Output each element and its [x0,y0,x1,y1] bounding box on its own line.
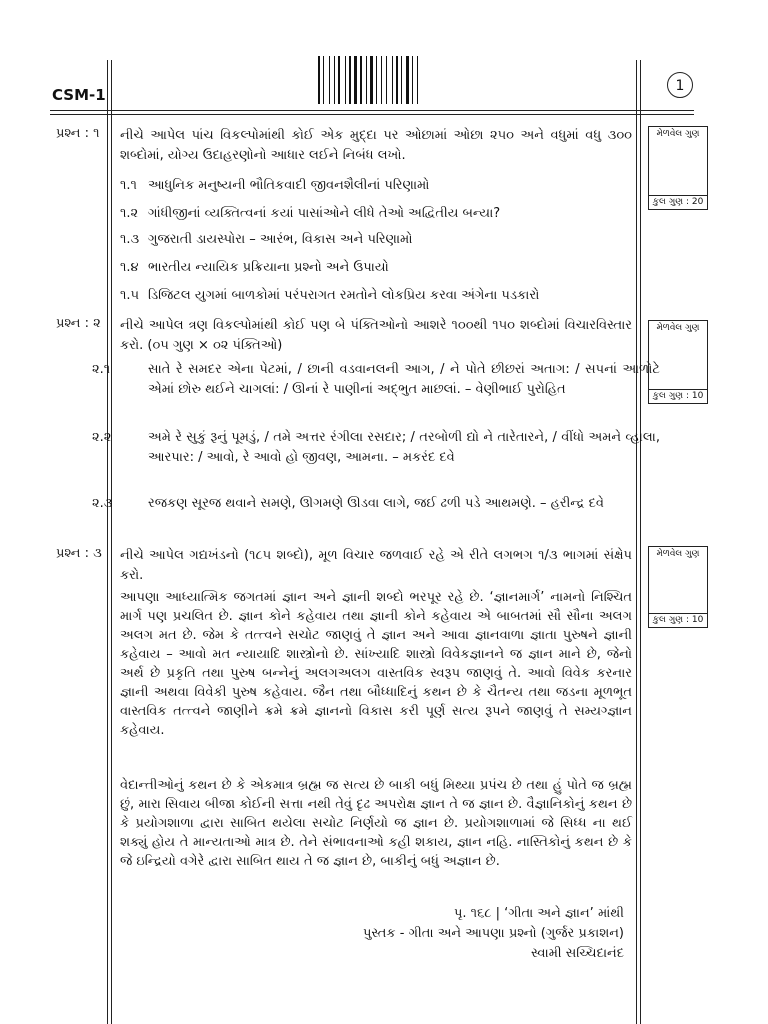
option-number: ૨.૩ [92,496,113,511]
barcode-bar [386,56,387,104]
question-1-label: પ્રશ્ન : ૧ [56,126,100,141]
barcode-bar [329,56,330,104]
barcode-bar [370,56,373,104]
option-number: ૧.૧ [120,178,137,193]
passage-paragraph-2: વેદાન્તીઓનું કથન છે કે એકમાત્ર બ્રહ્મ જ સત્ય છે બાકી બધું મિથ્યા પ્રપંચ છે તથા હું પોતે જ બ્રહ્મ છું, મારા સિવાય બીજા કોઈની સત્તા નથી તેવું દૃઢ અપરોક્ષ જ્ઞાન તે જ જ્ઞાન છે. વૈજ્ઞાનિકોનું કથન છે કે પ્રયોગશાળા દ્વારા સાબિત થયેલા સચોટ નિર્ણયો જ જ્ઞાન છે. પ્રયોગશાળામાં જે સિધ્ધ ના થઈ શક્યું હોય તે માન્યતાઓ માત્ર છે. તેને સંભાવનાઓ કહી શકાય, જ્ઞાન નહિ. નાસ્તિકોનું કથન છે કે જે ઇન્દ્રિયો વગેરે દ્વારા સાબિત થાય તે જ જ્ઞાન છે, બાકીનું બધું અજ્ઞાન છે. [120,778,632,869]
barcode-bar [323,56,324,104]
option-text: ગાંધીજીનાં વ્યક્તિત્વનાં કયાં પાસાંઓને લીધે તેઓ અદ્વિતીય બન્યા? [148,206,501,221]
barcode-bar [392,56,393,104]
barcode-bar [318,56,320,104]
marks-obtained-label: મેળવેલ ગુણ [656,323,700,333]
marks-obtained-label: મેળવેલ ગુણ [656,549,700,559]
header-rule-1 [50,110,694,111]
barcode-bar [381,56,382,104]
option-number: ૧.૩ [120,232,140,247]
barcode-bar [401,56,402,104]
option-number: ૨.૨ [92,430,112,445]
question-3-marks-box [648,546,708,628]
option-text: આધુનિક મનુષ્યની ભૌતિકવાદી જીવનશૈલીનાં પરિણામો [148,178,430,193]
question-2-option [92,360,660,400]
barcode-bar [338,56,340,104]
barcode-bar [349,56,351,104]
question-2-marks-box [648,320,708,404]
page-number: 1 [667,72,693,98]
option-text: સાતે રે સમદર એના પેટમાં, / છાની વડવાનલની આગ, / ને પોતે છીછરાં અતાગ: / સપનાં આળોટે એમાં છોરુ થઈને ચાગલાં: / ઊનાં રે પાણીનાં અદ્ભુત માછલાં. – વેણીભાઈ પુરોહિત [148,362,660,397]
question-1-option [120,258,632,278]
option-number: ૧.૫ [120,288,140,303]
option-text: રજકણ સૂરજ થવાને સમણે, ઊગમણે ઊડવા લાગે, જઈ ઢળી પડે આથમણે. – હરીન્દ્ર દવે [148,496,604,511]
barcode-bar [396,56,398,104]
barcode-bar [334,56,335,104]
option-text: ગુજરાતી ડાયસ્પોરા – આરંભ, વિકાસ અને પરિણામો [148,232,413,247]
barcode-bar [354,56,357,104]
question-2-label: પ્રશ્ન : ૨ [56,316,101,331]
total-marks: કુલ ગુણ : 20 [649,195,707,209]
question-3-instruction: નીચે આપેલ ગદ્યખંડનો (૧૮૫ શબ્દો), મૂળ વિચાર જળવાઈ રહે એ રીતે લગભગ ૧/૩ ભાગમાં સંક્ષેપ કરો. [120,548,632,583]
passage-paragraph-1: આપણા આધ્યાત્મિક જગતમાં જ્ઞાન અને જ્ઞાની શબ્દો ભરપૂર રહે છે. ‘જ્ઞાનમાર્ગ’ નામનો નિશ્ચિત માર્ગ પણ પ્રચલિત છે. જ્ઞાન કોને કહેવાય તથા જ્ઞાની કોને કહેવાય એ બાબતમાં સૌ સૌના અલગ અલગ મત છે. જેમ કે તત્ત્વને સચોટ જાણવું તે જ્ઞાન અને આવા જ્ઞાનવાળા જ્ઞાતા પુરુષને જ્ઞાની કહેવાય – આવો મત ન્યાયાદિ શાસ્ત્રોનો છે. સાંખ્યાદિ શાસ્ત્રો વિવેકજ્ઞાનને જ જ્ઞાન માને છે, જેનો અર્થ છે પ્રકૃતિ તથા પુરુષ બન્નેનું અલગઅલગ વાસ્તવિક સ્વરૂપ જાણવું તે. આવો વિવેક કરનાર જ્ઞાની અથવા વિવેકી પુરુષ કહેવાય. જૈન તથા બૌધ્ધાદિનું કથન છે કે ચૈતન્ય તથા જડના મૂળભૂત વાસ્તવિક તત્ત્વને જાણીને ક્રમે ક્રમે જ્ઞાનનો વિકાસ કરી પૂર્ણ સત્ય રૂપને જાણવું તે સમ્યગ્જ્ઞાન કહેવાય. [120,590,632,738]
question-2-option [92,428,660,468]
total-marks: કુલ ગુણ : 10 [649,613,707,627]
barcode-bar [360,56,362,104]
option-text: અમે રે સુકું રૂનું પૂમડું, / તમે અત્તર રંગીલા રસદાર; / તરબોળી દ્યો ને તારેતારને, / વીંધો અમને વ્હાલા, આરપાર: / આવો, રે આવો હો જીવણ, આમના. – મકરંદ દવે [148,430,660,465]
question-1-option [120,204,632,224]
option-number: ૨.૧ [92,362,111,377]
right-border-line-2 [640,60,641,1024]
marks-obtained-label: મેળવેલ ગુણ [656,129,700,139]
barcode-bar [366,56,367,104]
option-number: ૧.૪ [120,260,139,275]
paper-code: CSM-1 [52,86,106,104]
option-text: ડિજિટલ યુગમાં બાળકોમાં પરંપરાગત રમતોને લોકપ્રિય કરવા અંગેના પડકારો [148,288,540,303]
question-3-label: પ્રશ્ન : ૩ [56,546,102,561]
source-line: પુસ્તક - ગીતા અને આપણા પ્રશ્નો (ગુર્જર પ્રકાશન) [362,926,624,941]
question-2-option [92,494,660,514]
left-border-line-2 [111,60,112,1024]
left-border-line-1 [107,60,108,1024]
question-1-option [120,286,632,306]
total-marks: કુલ ગુણ : 10 [649,389,707,403]
barcode-bar [412,56,413,104]
right-border-line-1 [636,60,637,1024]
barcode-bar [376,56,377,104]
source-line: સ્વામી સચ્ચિદાનંદ [531,946,624,961]
option-text: ભારતીય ન્યાયિક પ્રક્રિયાના પ્રશ્નો અને ઉપાયો [148,260,389,275]
barcode-bar [406,56,409,104]
barcode-bar [417,56,418,104]
barcode [318,56,450,104]
question-1-option [120,176,632,196]
barcode-bar [345,56,346,104]
option-number: ૧.૨ [120,206,139,221]
question-1-marks-box [648,126,708,210]
question-1-option [120,230,632,250]
source-line: પૃ. ૧૬૮ | ‘ગીતા અને જ્ઞાન’ માંથી [453,906,624,921]
question-2-instruction: નીચે આપેલ ત્રણ વિકલ્પોમાંથી કોઈ પણ બે પંક્તિઓનો આશરે ૧૦૦થી ૧૫૦ શબ્દોમાં વિચારવિસ્તાર કરો. (૦૫ ગુણ × ૦૨ પંક્તિઓ) [120,318,632,353]
question-1-instruction: નીચે આપેલ પાંચ વિકલ્પોમાંથી કોઈ એક મુદ્દા પર ઓછામાં ઓછા ૨૫૦ અને વધુમાં વધુ ૩૦૦ શબ્દોમાં, યોગ્ય ઉદાહરણોનો આધાર લઈને નિબંધ લખો. [120,128,632,163]
header-rule-2 [50,114,694,115]
